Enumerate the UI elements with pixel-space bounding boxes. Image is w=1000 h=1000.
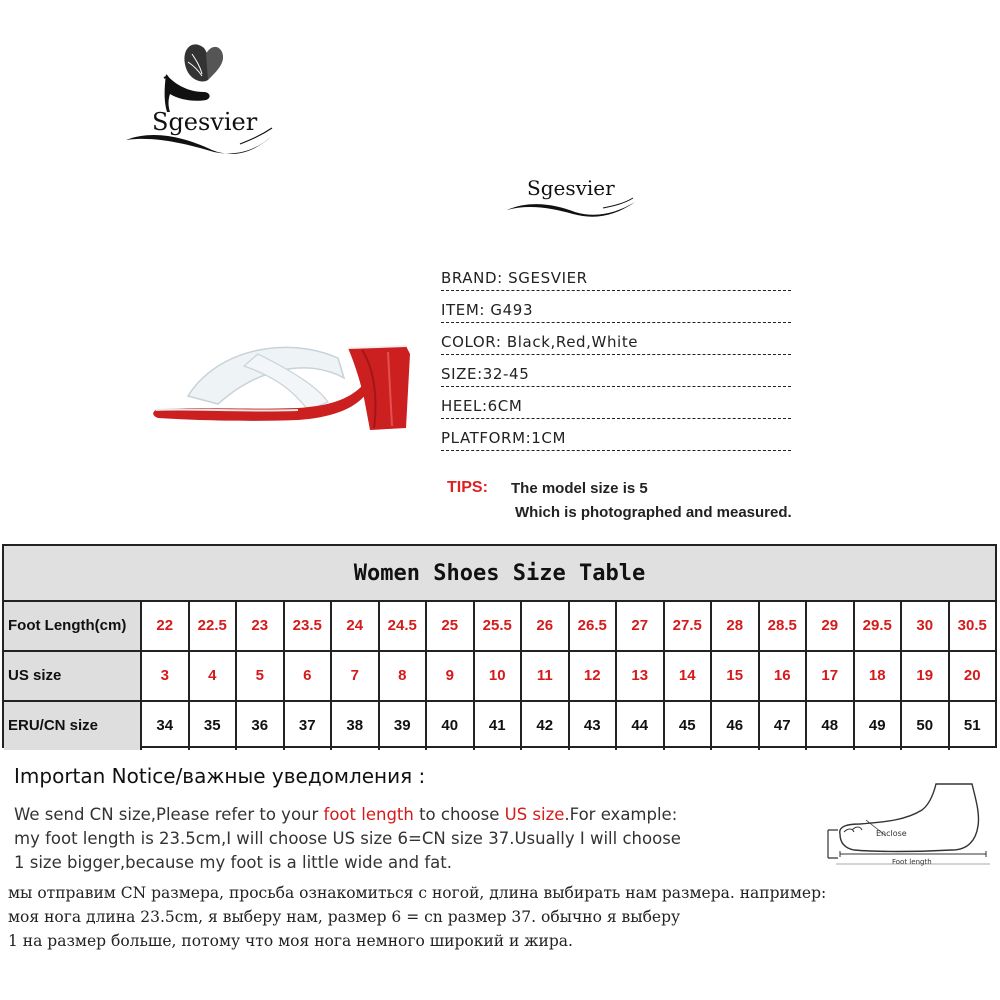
product-image [148, 318, 418, 438]
table-cell: 40 [425, 702, 473, 750]
table-cell: 9 [425, 652, 473, 700]
spec-platform: PLATFORM:1CM [441, 428, 791, 451]
table-cell: 36 [235, 702, 283, 750]
butterfly-heel-logo-icon [122, 40, 282, 165]
notice-ru-line-3: 1 на размер больше, потому что моя нога немного широкий и жира. [8, 932, 573, 950]
spec-brand: BRAND: SGESVIER [441, 268, 791, 291]
notice-title: Importan Notice/важные уведомления : [14, 764, 426, 788]
table-cell: 50 [900, 702, 948, 750]
table-cell: 51 [948, 702, 996, 750]
notice-line-1 [14, 805, 677, 824]
table-cell: 38 [330, 702, 378, 750]
table-row-eu-size [4, 702, 995, 750]
foot-measure-diagram [826, 780, 991, 875]
notice-line-3: 1 size bigger,because my foot is a little wide and fat. [14, 853, 452, 872]
table-row-us-size [4, 652, 995, 702]
table-cell: 3 [140, 652, 188, 700]
table-cell: 4 [188, 652, 236, 700]
foot-length-label: Foot length [892, 858, 932, 866]
table-cell: 15 [710, 652, 758, 700]
notice-highlight-us-size: US size [504, 805, 565, 824]
notice-text: .For example: [564, 805, 678, 824]
table-cell: 30 [900, 602, 948, 650]
table-cell: 23 [235, 602, 283, 650]
table-cell: 42 [520, 702, 568, 750]
notice-text: to choose [413, 805, 505, 824]
table-cell: 22 [140, 602, 188, 650]
table-cell: 46 [710, 702, 758, 750]
table-cell: 10 [473, 652, 521, 700]
table-cell: 18 [853, 652, 901, 700]
table-cell: 23.5 [283, 602, 331, 650]
notice-ru-line-2: моя нога длина 23.5cm, я выберу нам, размер 6 = cn размер 37. обычно я выберу [8, 908, 681, 926]
sandal-shoe-icon [148, 318, 418, 438]
table-cell: 47 [758, 702, 806, 750]
tips-line-2: Which is photographed and measured. [515, 504, 792, 521]
spec-size: SIZE:32-45 [441, 364, 791, 387]
brand-logo-text: Sgesvier [152, 108, 258, 136]
table-cell: 20 [948, 652, 996, 700]
table-cell: 43 [568, 702, 616, 750]
size-table [2, 544, 997, 748]
table-cell: 30.5 [948, 602, 996, 650]
table-cell: 25 [425, 602, 473, 650]
table-cell: 27 [615, 602, 663, 650]
table-cell: 7 [330, 652, 378, 700]
table-cell: 13 [615, 652, 663, 700]
spec-item: ITEM: G493 [441, 300, 791, 323]
table-cell: 28.5 [758, 602, 806, 650]
table-cell: 16 [758, 652, 806, 700]
table-cell: 29.5 [853, 602, 901, 650]
table-cell: 45 [663, 702, 711, 750]
table-cell: 35 [188, 702, 236, 750]
notice-line-2: my foot length is 23.5cm,I will choose US size 6=CN size 37.Usually I will choose [14, 829, 681, 848]
table-cell: 37 [283, 702, 331, 750]
table-cell: 14 [663, 652, 711, 700]
table-cell: 25.5 [473, 602, 521, 650]
table-cell: 19 [900, 652, 948, 700]
table-cell: 49 [853, 702, 901, 750]
table-cell: 28 [710, 602, 758, 650]
notice-highlight-foot-length: foot length [323, 805, 414, 824]
brand-logo-small-text: Sgesvier [527, 176, 615, 200]
table-cell: 6 [283, 652, 331, 700]
table-cell: 5 [235, 652, 283, 700]
table-cell: 29 [805, 602, 853, 650]
foot-outline-icon [826, 780, 991, 875]
table-cell: 24.5 [378, 602, 426, 650]
table-cell: 44 [615, 702, 663, 750]
table-cell: 41 [473, 702, 521, 750]
table-cell: 12 [568, 652, 616, 700]
table-cell: 26 [520, 602, 568, 650]
table-cell: 22.5 [188, 602, 236, 650]
notice-text: We send CN size,Please refer to your [14, 805, 324, 824]
table-cell: 8 [378, 652, 426, 700]
table-cell: 27.5 [663, 602, 711, 650]
row-label: US size [4, 652, 140, 700]
table-cell: 48 [805, 702, 853, 750]
notice-ru-line-1: мы отправим CN размера, просьба ознакомиться с ногой, длина выбирать нам размера. например: [8, 884, 827, 902]
enclose-label: Enclose [876, 829, 907, 838]
table-cell: 39 [378, 702, 426, 750]
row-label: ERU/CN size [4, 702, 140, 750]
spec-heel: HEEL:6CM [441, 396, 791, 419]
table-cell: 34 [140, 702, 188, 750]
brand-logo [122, 40, 282, 165]
tips-label: TIPS: [447, 479, 488, 496]
row-label: Foot Length(cm) [4, 602, 140, 650]
table-cell: 26.5 [568, 602, 616, 650]
spec-color: COLOR: Black,Red,White [441, 332, 791, 355]
brand-logo-small [503, 170, 638, 220]
table-title: Women Shoes Size Table [4, 546, 995, 602]
table-row-foot-length [4, 602, 995, 652]
tips-line-1: The model size is 5 [511, 480, 648, 497]
table-cell: 17 [805, 652, 853, 700]
table-cell: 24 [330, 602, 378, 650]
table-cell: 11 [520, 652, 568, 700]
